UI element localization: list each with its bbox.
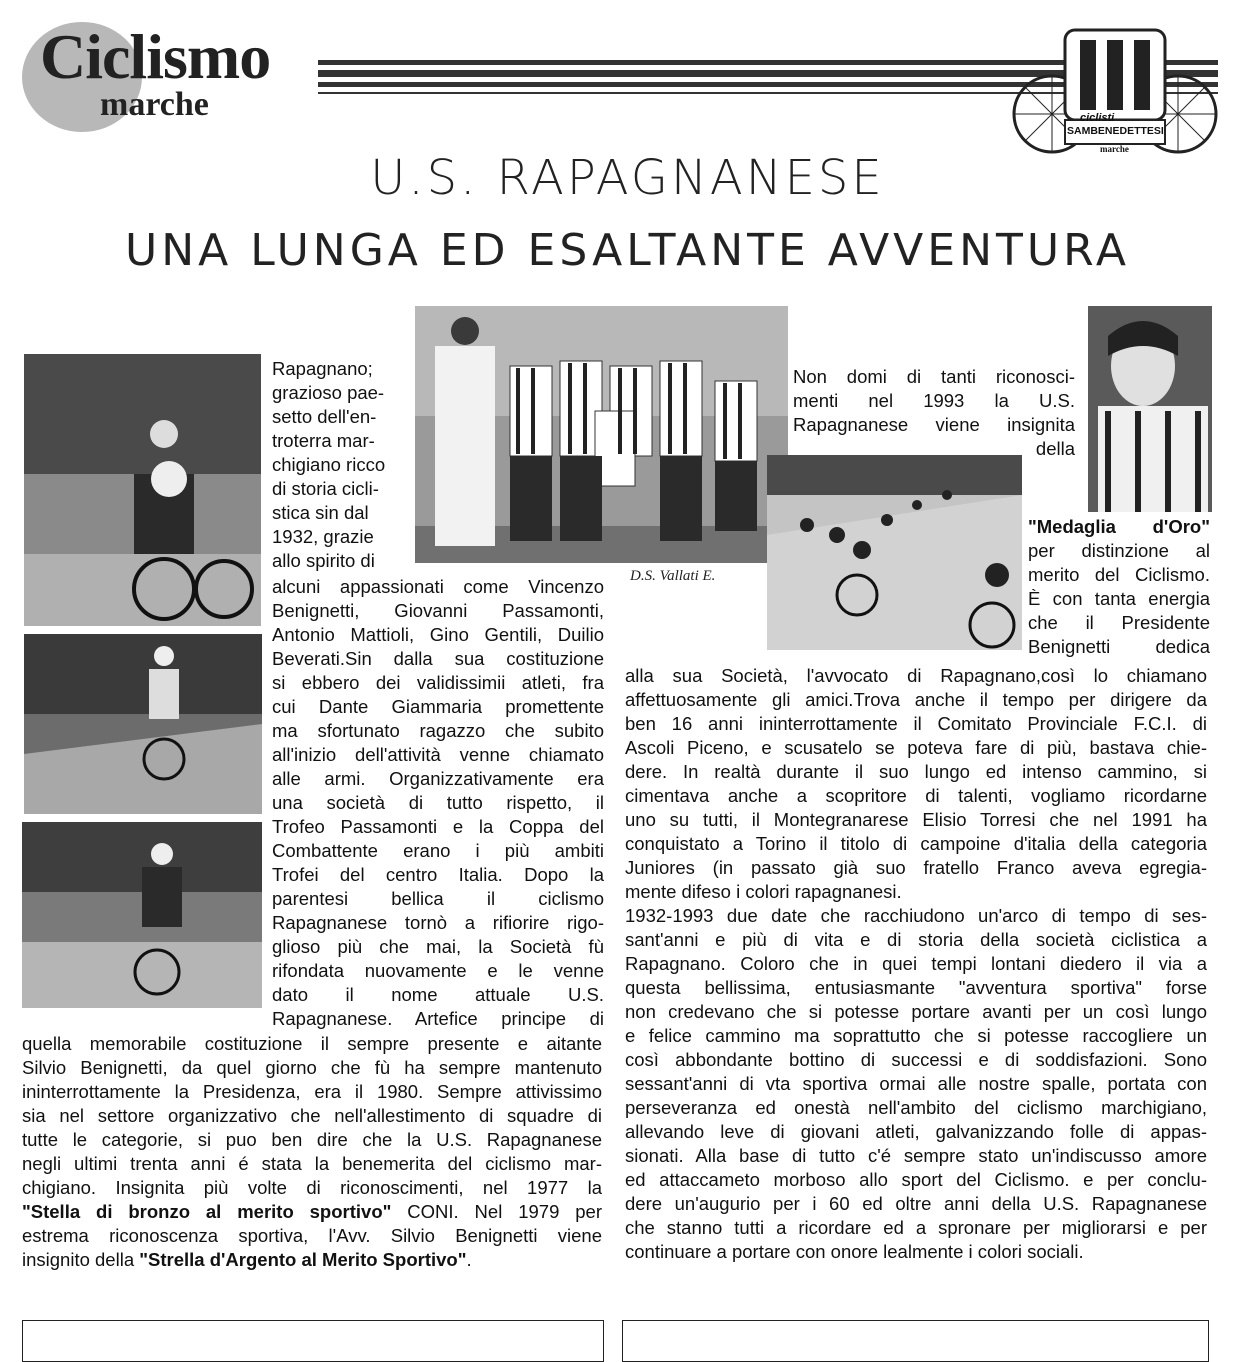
article-col1-narrow: [272, 357, 404, 573]
text-line: di storia cicli-: [272, 478, 379, 499]
headline-subtitle: UNA LUNGA ED ESALTANTE AVVENTURA: [125, 225, 1130, 276]
text-line: Trofei del centro Italia. Dopo la: [272, 864, 604, 885]
masthead-title: Ciclismo: [40, 21, 271, 92]
text-line: Combattente erano i più ambiti: [272, 840, 604, 861]
logo-text-2: SAMBENEDETTESI: [1067, 125, 1164, 137]
bottom-box-left: [22, 1320, 604, 1362]
text-line: che il Presidente: [1028, 612, 1210, 633]
article-col2-full: [625, 664, 1207, 1264]
photo-young-rider-portrait: [1088, 306, 1212, 512]
article-col2-top: [793, 365, 1075, 461]
text-line: ed attaccameto morboso allo sport del Ciclismo. e per conclu-: [625, 1169, 1207, 1190]
text-line: non credevano che si potesse portare avanti per un così lungo: [625, 1001, 1207, 1022]
text-line: [22, 1200, 602, 1224]
photo-young-cyclist-2: [24, 634, 262, 814]
text-line: ma sfortunato ragazzo che subito: [272, 720, 604, 741]
text-line: Trofeo Passamonti e la Coppa del: [272, 816, 604, 837]
text-line: sant'anni e più di vita e di storia della società ciclistica a: [625, 929, 1207, 950]
text-line: mente difeso i colori rapagnanesi.: [625, 881, 902, 902]
text-line: sia nel settore organizzativo che nell'allestimento di squadre di: [22, 1105, 602, 1126]
text-line: Ascoli Piceno, e scusatelo se poteva fare di più, bastava chie-: [625, 737, 1207, 758]
text-line: Beverati.Sin dalla sua costituzione: [272, 648, 604, 669]
club-logo: [1010, 22, 1220, 157]
award-stella-argento: "Strella d'Argento al Merito Sportivo": [139, 1249, 467, 1270]
text-line: Rapagnanese. Artefice principe di: [272, 1008, 604, 1029]
text-line: Rapagnanese viene insignita: [793, 414, 1075, 435]
text-fragment: insignito della: [22, 1249, 140, 1270]
article-col1-full: [22, 1032, 602, 1272]
text-line: menti nel 1993 la U.S.: [793, 390, 1075, 411]
text-line: chigiano. Insignita più volte di riconoscimenti, nel 1977 la: [22, 1177, 602, 1198]
text-line: Silvio Benignetti, da quel giorno che fù ha sempre mantenuto: [22, 1057, 602, 1078]
team-photo-caption: D.S. Vallati E.: [630, 568, 716, 584]
text-line: perseveranza ed onestà nell'ambito del ciclismo marchigiano,: [625, 1097, 1207, 1118]
photo-team: [415, 306, 788, 563]
text-line: affettuosamente gli amici.Trova anche il tempo per dirigere da: [625, 689, 1207, 710]
photo-young-cyclist-1: [24, 354, 261, 626]
text-line: troterra mar-: [272, 430, 375, 451]
text-line: negli ultimi trenta anni é stata la benemerita del ciclismo mar-: [22, 1153, 602, 1174]
text-line: per distinzione al: [1028, 540, 1210, 561]
text-line: sionati. Alla base di tutto c'é sempre stato un'indiscusso amore: [625, 1145, 1207, 1166]
text-line: della: [1035, 438, 1075, 459]
text-line: [22, 1248, 602, 1272]
text-line: [1028, 515, 1210, 539]
text-line: alcuni appassionati come Vincenzo: [272, 576, 604, 597]
text-line: Juniores (in passato già suo fratello Franco aveva egregia-: [625, 857, 1207, 878]
photo-young-cyclist-3: [22, 822, 262, 1008]
headline-title: U.S. RAPAGNANESE: [370, 150, 885, 206]
text-line: glioso più che mai, la Società fù: [272, 936, 604, 957]
text-line: È con tanta energia: [1028, 588, 1210, 609]
article-col1-wide: [272, 575, 604, 1031]
article-col2-narrow: [1028, 515, 1210, 659]
text-line: allevando leve di giovani atleti, galvanizzando folle di appas-: [625, 1121, 1207, 1142]
text-line: Rapagnano. Coloro che in quei tempi lontani diedero il via a: [625, 953, 1207, 974]
text-line: cui Dante Giammaria promettente: [272, 696, 604, 717]
text-line: uno su tutti, il Montegranarese Elisio Torresi che nel 1991 ha: [625, 809, 1207, 830]
text-line: dato il nome attuale U.S.: [272, 984, 604, 1005]
text-line: all'inizio dell'attività venne chiamato: [272, 744, 604, 765]
text-line: 1932-1993 due date che racchiudono un'arco di tempo di ses-: [625, 905, 1207, 926]
text-line: estrema riconoscenza sportiva, l'Avv. Silvio Benignetti viene: [22, 1225, 602, 1246]
text-line: sessant'anni di vta sportiva ormai alle nostre spalle, portata con: [625, 1073, 1207, 1094]
award-medaglia-oro: "Medaglia d'Oro": [1028, 516, 1210, 537]
text-line: ben 16 anni ininterrottamente il Comitato Provinciale F.C.I. di: [625, 713, 1207, 734]
text-line: Rapagnano;: [272, 358, 373, 379]
text-fragment: CONI. Nel 1979 per: [391, 1201, 602, 1222]
text-line: dere un'augurio per i 60 ed oltre anni della U.S. Rapagnanese: [625, 1193, 1207, 1214]
text-line: alla sua Società, l'avvocato di Rapagnano,così lo chiamano: [625, 665, 1207, 686]
text-line: Benignetti, Giovanni Passamonti,: [272, 600, 604, 621]
text-line: chigiano ricco: [272, 454, 386, 475]
text-line: si ebbero dei validissimii atleti, fra: [272, 672, 604, 693]
masthead-subtitle: marche: [100, 86, 209, 123]
text-line: grazioso pae-: [272, 382, 385, 403]
text-line: alle armi. Organizzativamente era: [272, 768, 604, 789]
text-line: parentesi bellica il ciclismo: [272, 888, 604, 909]
text-line: stica sin dal: [272, 502, 369, 523]
text-line: rifondata nuovamente e le venne: [272, 960, 604, 981]
text-line: Benignetti dedica: [1028, 636, 1210, 657]
text-fragment: .: [466, 1249, 472, 1270]
photo-race-pack: [767, 455, 1022, 650]
text-line: conquistato a Torino il titolo di campoine d'italia della categoria: [625, 833, 1207, 854]
text-line: una società di tutto rispetto, il: [272, 792, 604, 813]
text-line: che stanno tutti a ricordare ed a spronare per migliorarsi e per: [625, 1217, 1207, 1238]
text-line: dere. In realtà durante il suo lungo ed intenso cammino, si: [625, 761, 1207, 782]
text-line: Non domi di tanti riconosci-: [793, 366, 1075, 387]
text-line: Rapagnanese tornò a rifiorire rigo-: [272, 912, 604, 933]
text-line: e felice cammino ma soprattutto che si potesse raccogliere un: [625, 1025, 1207, 1046]
text-line: Antonio Mattioli, Gino Gentili, Duilio: [272, 624, 604, 645]
text-line: tutte le categorie, si puo ben dire che la U.S. Rapagnanese: [22, 1129, 602, 1150]
award-stella-bronzo: "Stella di bronzo al merito sportivo": [22, 1201, 392, 1222]
text-line: cimentava anche a scopritore di talenti, vogliamo ricordarne: [625, 785, 1207, 806]
text-line: allo spirito di: [272, 550, 375, 571]
text-line: 1932, grazie: [272, 526, 374, 547]
text-line: ininterrottamente la Presidenza, era il 1980. Sempre attivissimo: [22, 1081, 602, 1102]
logo-text-3: marche: [1100, 144, 1129, 154]
bottom-box-right: [622, 1320, 1209, 1362]
text-line: quella memorabile costituzione il sempre presente e aitante: [22, 1033, 602, 1054]
logo-text-1: ciclisti: [1080, 112, 1115, 124]
text-line: questa bellissima, entusiasmante "avventura sportiva" forse: [625, 977, 1207, 998]
text-line: continuare a portare con onore lealmente i colori sociali.: [625, 1241, 1084, 1262]
text-line: così abbondante bottino di successi e di soddisfazioni. Sono: [625, 1049, 1207, 1070]
text-line: merito del Ciclismo.: [1028, 564, 1210, 585]
text-line: setto dell'en-: [272, 406, 377, 427]
